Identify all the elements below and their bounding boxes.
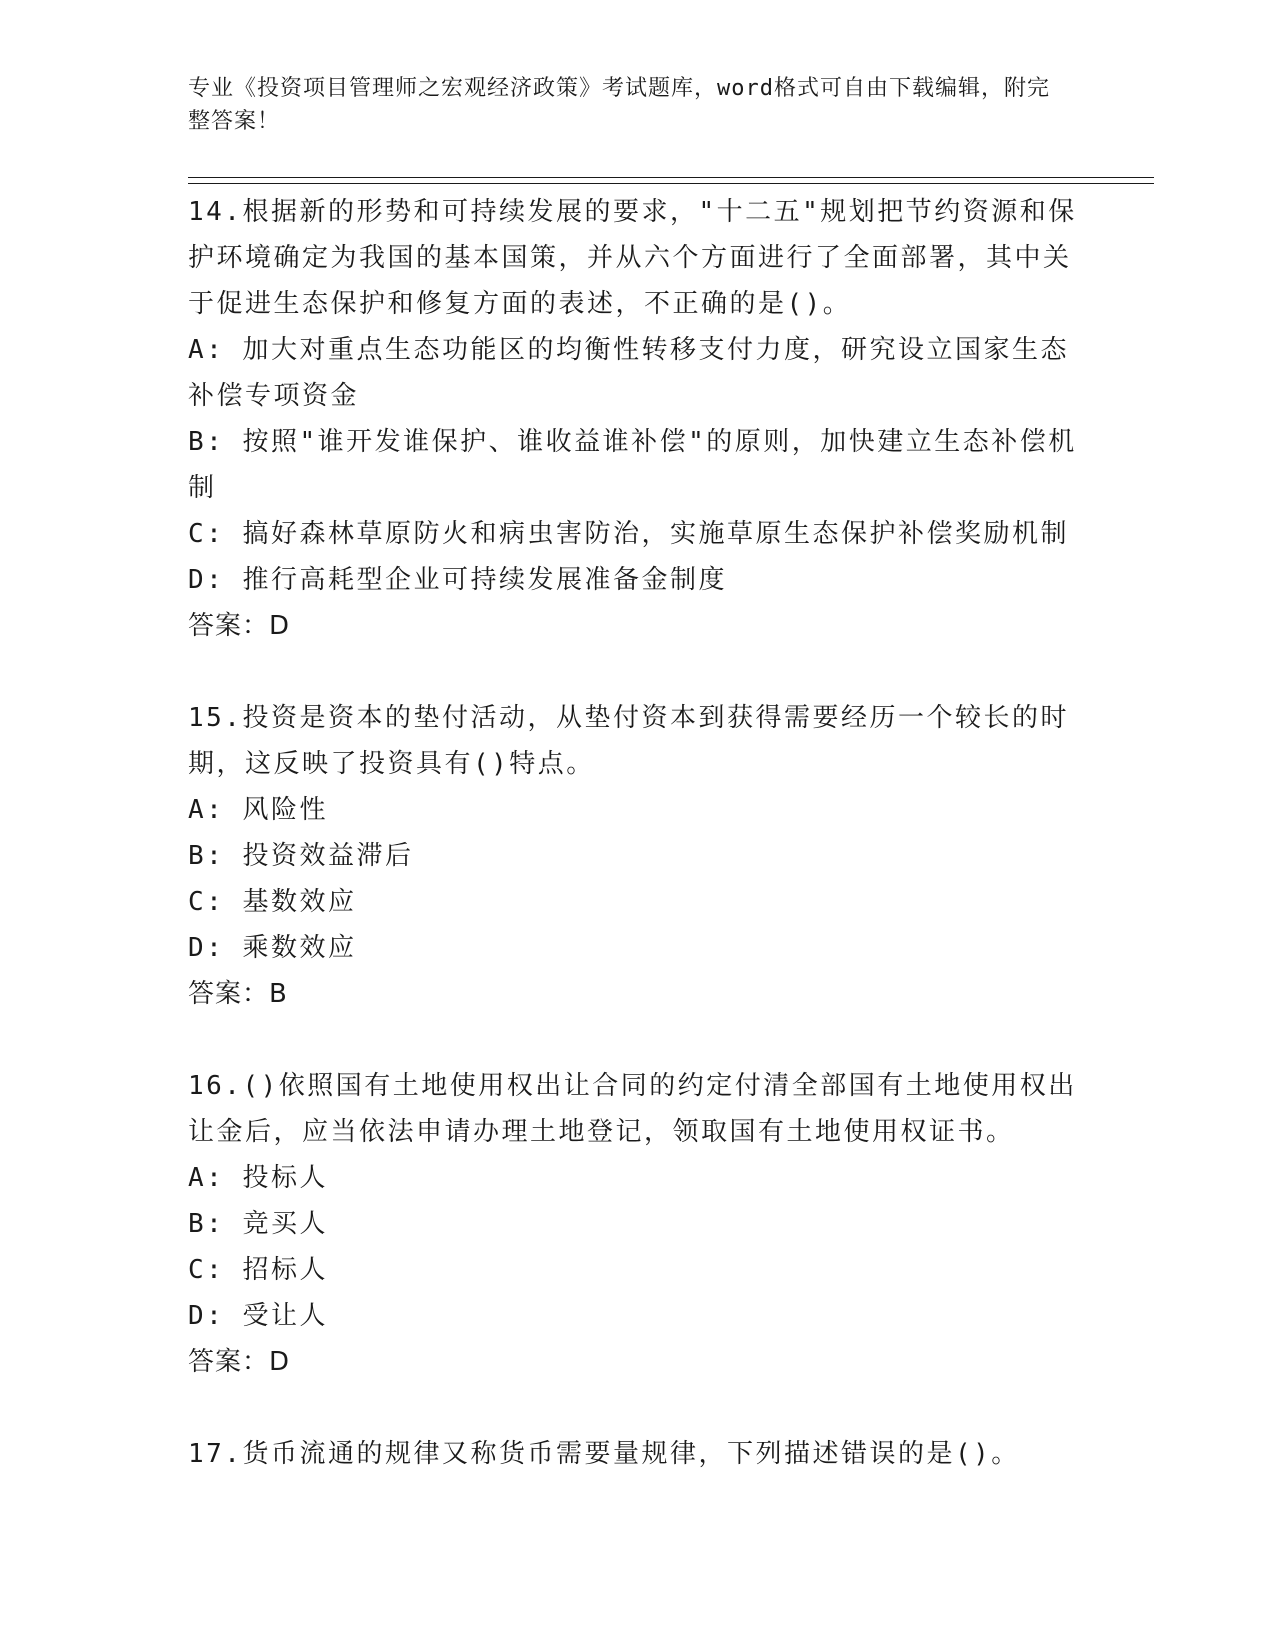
option-d: D: 乘数效应 [188, 933, 357, 963]
option-a: A: 投标人 [188, 1163, 328, 1193]
question-stem: 16.()依照国有土地使用权出让合同的约定付清全部国有土地使用权出让金后，应当依法申请办理土地登记，领取国有土地使用权证书。 [188, 1071, 1077, 1147]
question-stem: 17.货币流通的规律又称货币需要量规律，下列描述错误的是()。 [188, 1439, 1020, 1469]
option-a: A: 风险性 [188, 795, 328, 825]
option-c: C: 基数效应 [188, 887, 357, 917]
option-b: B: 竞买人 [188, 1209, 328, 1239]
question-16 [188, 1063, 1078, 1385]
question-spacer [188, 1385, 1078, 1431]
answer-line: 答案：B [188, 979, 288, 1009]
question-15 [188, 695, 1078, 1017]
header-divider-top [188, 177, 1154, 178]
option-c: C: 招标人 [188, 1255, 328, 1285]
answer-line: 答案：D [188, 611, 291, 641]
question-spacer [188, 1017, 1078, 1063]
header-divider-bottom [188, 183, 1154, 184]
option-c: C: 搞好森林草原防火和病虫害防治，实施草原生态保护补偿奖励机制 [188, 519, 1069, 549]
question-stem: 15.投资是资本的垫付活动，从垫付资本到获得需要经历一个较长的时期，这反映了投资具有()特点。 [188, 703, 1069, 779]
question-14 [188, 189, 1078, 649]
document-header: 专业《投资项目管理师之宏观经济政策》考试题库，word格式可自由下载编辑，附完整答案！ [188, 76, 1050, 134]
option-a: A: 加大对重点生态功能区的均衡性转移支付力度，研究设立国家生态补偿专项资金 [188, 335, 1069, 411]
question-spacer [188, 649, 1078, 695]
question-stem: 14.根据新的形势和可持续发展的要求，"十二五"规划把节约资源和保护环境确定为我国的基本国策，并从六个方面进行了全面部署，其中关于促进生态保护和修复方面的表述，不正确的是()。 [188, 197, 1077, 319]
answer-line: 答案：D [188, 1347, 291, 1377]
option-b: B: 投资效益滞后 [188, 841, 414, 871]
question-list [188, 189, 1078, 1477]
option-d: D: 受让人 [188, 1301, 328, 1331]
question-17 [188, 1431, 1078, 1477]
option-d: D: 推行高耗型企业可持续发展准备金制度 [188, 565, 727, 595]
option-b: B: 按照"谁开发谁保护、谁收益谁补偿"的原则，加快建立生态补偿机制 [188, 427, 1077, 503]
